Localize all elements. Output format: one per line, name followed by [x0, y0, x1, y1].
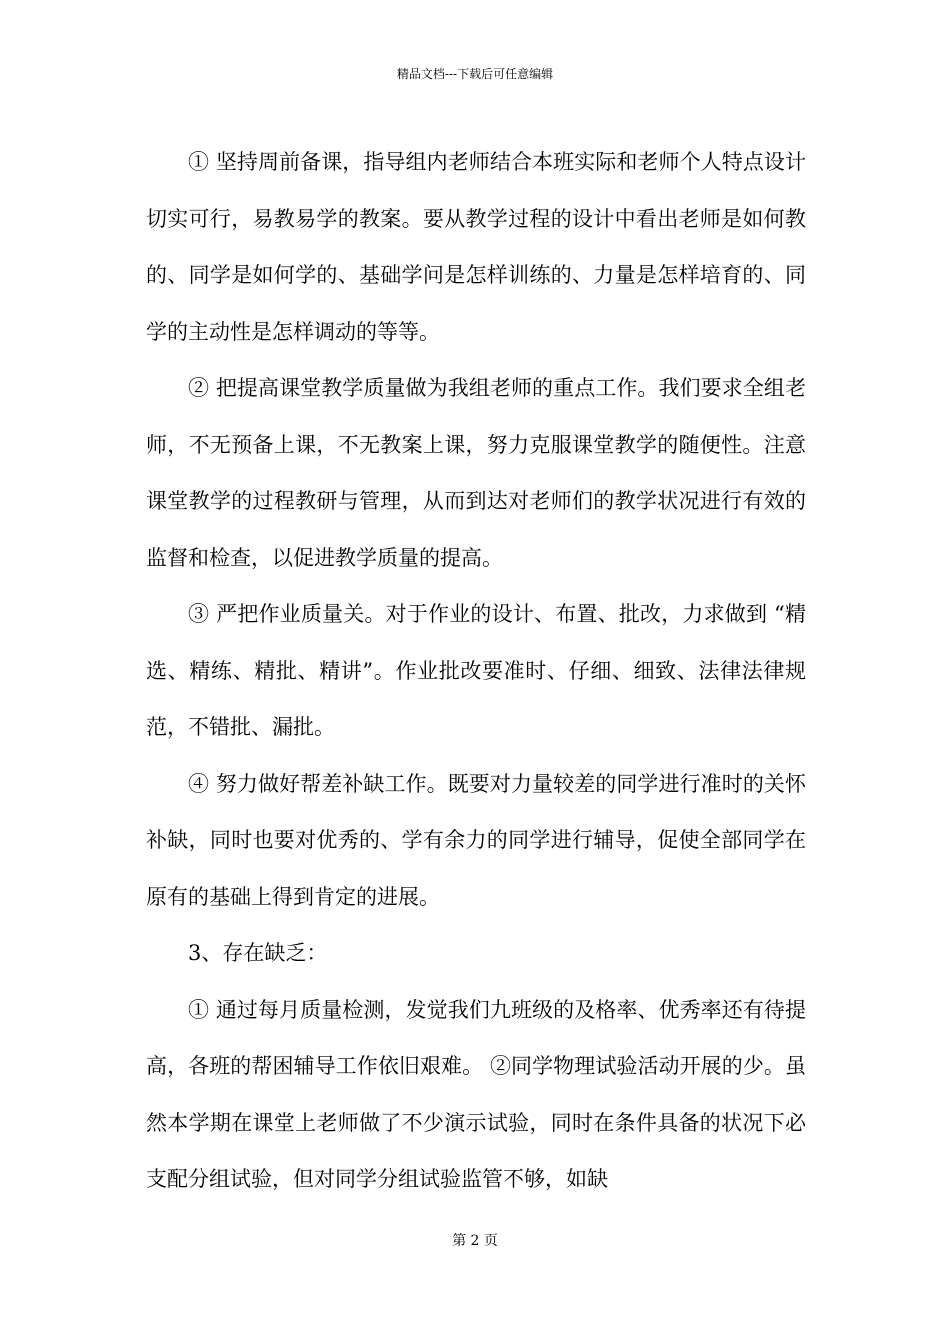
page-number: 第 2 页: [452, 1233, 498, 1249]
paragraph-lesson-prep: ① 坚持周前备课，指导组内老师结合本班实际和老师个人特点设计切实可行，易教易学的教案。要从教学过程的设计中看出老师是如何教的、同学是如何学的、基础学问是怎样训练的、力量是怎样培育的、同学的主动性是怎样调动的等等。: [146, 150, 806, 344]
paragraph-classroom-quality: ② 把提高课堂教学质量做为我组老师的重点工作。我们要求全组老师，不无预备上课，不无教案上课，努力克服课堂教学的随便性。注意课堂教学的过程教研与管理，从而到达对老师们的教学状况进行有效的监督和检查，以促进教学质量的提高。: [146, 376, 806, 570]
document-body: [146, 134, 806, 1208]
page-header: 精品文档---下载后可任意编辑: [396, 67, 554, 81]
paragraph-shortcomings: ① 通过每月质量检测，发觉我们九班级的及格率、优秀率还有待提高，各班的帮困辅导工作依旧艰难。 ②同学物理试验活动开展的少。虽然本学期在课堂上老师做了不少演示试验，同时在条件具备的状况下必支配分组试验，但对同学分组试验监管不够，如缺: [146, 997, 806, 1191]
section-heading-shortcomings: 3、存在缺乏：: [188, 941, 328, 965]
paragraph-homework-quality: ③ 严把作业质量关。对于作业的设计、布置、批改，力求做到 “精选、精练、精批、精讲”。作业批改要准时、仔细、细致、法律法律规范，不错批、漏批。: [146, 602, 806, 739]
paragraph-tutoring: ④ 努力做好帮差补缺工作。既要对力量较差的同学进行准时的关怀补缺，同时也要对优秀的、学有余力的同学进行辅导，促使全部同学在原有的基础上得到肯定的进展。: [146, 771, 806, 909]
